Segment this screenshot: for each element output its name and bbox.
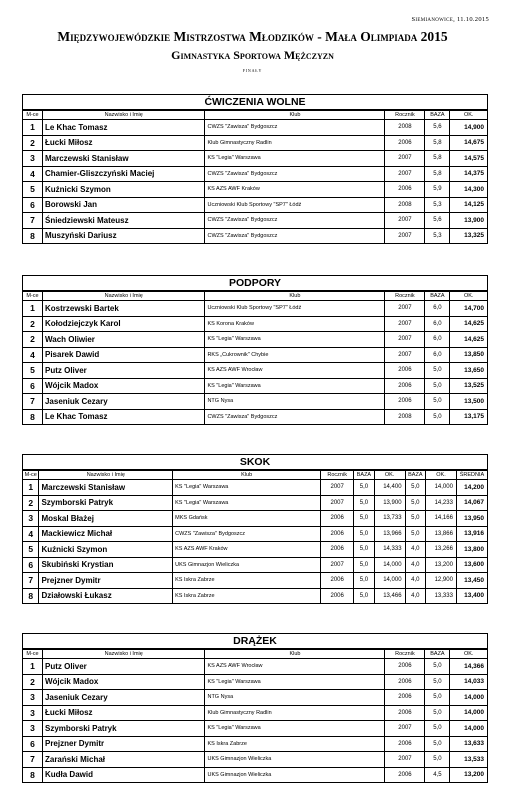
cell-place: 8 — [23, 409, 43, 425]
cell-club: RKS „Cukrownik" Chybie — [205, 347, 385, 363]
table-row — [23, 347, 488, 363]
cell-score: 14,000 — [450, 690, 488, 706]
cell-place: 6 — [23, 378, 43, 394]
cell-athlete-name: Moskal Błażej — [39, 511, 173, 527]
cell-score-1: 14,400 — [374, 480, 405, 496]
cell-base-1: 5,0 — [354, 542, 375, 558]
cell-base: 5,0 — [425, 394, 450, 410]
table-row — [23, 394, 488, 410]
cell-year: 2007 — [385, 213, 425, 229]
cell-score-1: 14,000 — [374, 573, 405, 589]
cell-club: UKS Gimnazjon Wieliczka — [205, 752, 385, 768]
cell-score: 13,633 — [450, 736, 488, 752]
cell-year: 2007 — [385, 228, 425, 244]
cell-base-2: 4,0 — [405, 573, 426, 589]
table-row — [23, 659, 488, 675]
cell-athlete-name: Kudła Dawid — [42, 767, 204, 783]
cell-year: 2006 — [385, 767, 425, 783]
cell-athlete-name: Marczewski Stanisław — [39, 480, 173, 496]
cell-club: KS "Legia" Warszawa — [205, 674, 385, 690]
col-header-year: Rocznik — [385, 291, 425, 301]
cell-athlete-name: Jaseniuk Cezary — [42, 690, 204, 706]
cell-year: 2006 — [385, 182, 425, 198]
col-header-place: M-ce — [23, 291, 43, 301]
table-row — [23, 182, 488, 198]
cell-athlete-name: Zarański Michał — [42, 752, 204, 768]
cell-base-2: 4,0 — [405, 542, 426, 558]
col-header-base: BAZA — [425, 110, 450, 120]
cell-athlete-name: Kuźnicki Szymon — [39, 542, 173, 558]
cell-athlete-name: Kuźnicki Szymon — [42, 182, 204, 198]
table-row — [23, 557, 488, 573]
cell-score-1: 13,900 — [374, 495, 405, 511]
col-header-average: ŚREDNIA — [456, 470, 487, 480]
cell-place: 6 — [23, 736, 43, 752]
cell-year: 2006 — [321, 542, 354, 558]
cell-place: 4 — [23, 166, 43, 182]
cell-place: 7 — [23, 752, 43, 768]
cell-score-1: 13,966 — [374, 526, 405, 542]
cell-place: 2 — [23, 495, 39, 511]
cell-score-2: 13,200 — [426, 557, 457, 573]
cell-year: 2006 — [385, 690, 425, 706]
cell-average: 13,450 — [456, 573, 487, 589]
col-header-club: Klub — [205, 291, 385, 301]
cell-club: Uczniowski Klub Sportowy "SP7" Łódź — [205, 301, 385, 317]
document-subtitle: Gimnastyka Sportowa Mężczyzn — [171, 48, 334, 62]
col-header-club: Klub — [173, 470, 321, 480]
cell-base-1: 5,0 — [354, 588, 375, 604]
cell-club: UKS Gimnazjon Wieliczka — [205, 767, 385, 783]
cell-club: KS "Legia" Warszawa — [205, 721, 385, 737]
cell-base: 5,8 — [425, 151, 450, 167]
cell-year: 2006 — [321, 588, 354, 604]
cell-athlete-name: Działowski Łukasz — [39, 588, 173, 604]
cell-club: Uczniowski Klub Sportowy "SP7" Łódź — [205, 197, 385, 213]
cell-place: 2 — [23, 674, 43, 690]
cell-year: 2006 — [385, 363, 425, 379]
cell-place: 8 — [23, 767, 43, 783]
cell-score: 14,000 — [450, 705, 488, 721]
cell-year: 2007 — [321, 495, 354, 511]
cell-year: 2006 — [321, 511, 354, 527]
cell-average: 14,067 — [456, 495, 487, 511]
cell-score: 14,700 — [450, 301, 488, 317]
cell-club: KS Iskra Zabrze — [173, 588, 321, 604]
cell-place: 5 — [23, 363, 43, 379]
cell-year: 2007 — [321, 557, 354, 573]
cell-base-2: 5,0 — [405, 480, 426, 496]
hbar-results-table — [22, 633, 488, 783]
cell-base-2: 5,0 — [405, 511, 426, 527]
cell-base: 5,0 — [425, 659, 450, 675]
table-row — [23, 721, 488, 737]
cell-score: 13,325 — [450, 228, 488, 244]
cell-athlete-name: Pisarek Dawid — [42, 347, 204, 363]
cell-score: 14,625 — [450, 316, 488, 332]
cell-club: MKS Gdańsk — [173, 511, 321, 527]
cell-base-1: 5,0 — [354, 480, 375, 496]
cell-year: 2006 — [385, 705, 425, 721]
cell-club: KS Iskra Zabrze — [205, 736, 385, 752]
col-header-base-2: BAZA — [405, 470, 426, 480]
table-row — [23, 378, 488, 394]
cell-base: 5,3 — [425, 197, 450, 213]
cell-base: 5,0 — [425, 363, 450, 379]
cell-club: CWZS "Zawisza" Bydgoszcz — [205, 166, 385, 182]
cell-athlete-name: Łucki Miłosz — [42, 705, 204, 721]
cell-athlete-name: Putz Oliver — [42, 659, 204, 675]
col-header-base: BAZA — [425, 649, 450, 659]
cell-base-1: 5,0 — [354, 573, 375, 589]
cell-base: 5,0 — [425, 409, 450, 425]
cell-place: 6 — [23, 557, 39, 573]
col-header-place: M-ce — [23, 649, 43, 659]
table-row — [23, 588, 488, 604]
cell-base-2: 5,0 — [405, 495, 426, 511]
cell-athlete-name: Muszyński Dariusz — [42, 228, 204, 244]
cell-year: 2007 — [385, 166, 425, 182]
cell-club: CWZS "Zawisza" Bydgoszcz — [173, 526, 321, 542]
col-header-club: Klub — [205, 649, 385, 659]
cell-club: KS Korona Kraków — [205, 316, 385, 332]
cell-score: 13,850 — [450, 347, 488, 363]
cell-average: 13,950 — [456, 511, 487, 527]
cell-club: NTG Nysa — [205, 394, 385, 410]
cell-base: 5,0 — [425, 721, 450, 737]
table-row — [23, 573, 488, 589]
cell-club: Klub Gimnastyczny Radlin — [205, 135, 385, 151]
cell-place: 4 — [23, 526, 39, 542]
cell-score: 14,125 — [450, 197, 488, 213]
cell-year: 2006 — [321, 526, 354, 542]
cell-year: 2007 — [385, 347, 425, 363]
cell-club: NTG Nysa — [205, 690, 385, 706]
cell-athlete-name: Prejzner Dymitr — [39, 573, 173, 589]
cell-athlete-name: Chamier-Gliszczyński Maciej — [42, 166, 204, 182]
cell-base: 5,6 — [425, 213, 450, 229]
cell-base-1: 5,0 — [354, 511, 375, 527]
table-row — [23, 409, 488, 425]
table-row — [23, 228, 488, 244]
cell-average: 13,600 — [456, 557, 487, 573]
cell-base: 5,3 — [425, 228, 450, 244]
cell-athlete-name: Kołodziejczyk Karol — [42, 316, 204, 332]
cell-club: KS "Legia" Warszawa — [205, 151, 385, 167]
cell-year: 2007 — [385, 151, 425, 167]
document-title: Międzywojewódzkie Mistrzostwa Młodzików - Mała Olimpiada 2015 — [57, 29, 448, 44]
cell-base-1: 5,0 — [354, 557, 375, 573]
cell-athlete-name: Kostrzewski Bartek — [42, 301, 204, 317]
cell-score: 13,650 — [450, 363, 488, 379]
cell-place: 4 — [23, 347, 43, 363]
cell-base: 6,0 — [425, 347, 450, 363]
cell-athlete-name: Łucki Miłosz — [42, 135, 204, 151]
table-title: ĆWICZENIA WOLNE — [23, 95, 488, 111]
cell-athlete-name: Skubiński Krystian — [39, 557, 173, 573]
col-header-place: M-ce — [23, 110, 43, 120]
cell-base: 5,8 — [425, 166, 450, 182]
table-row — [23, 151, 488, 167]
cell-year: 2006 — [385, 135, 425, 151]
cell-base: 5,0 — [425, 705, 450, 721]
col-header-year: Rocznik — [385, 649, 425, 659]
cell-place: 3 — [23, 721, 43, 737]
table-row — [23, 690, 488, 706]
cell-athlete-name: Mackiewicz Michał — [39, 526, 173, 542]
table-row — [23, 767, 488, 783]
cell-score: 14,375 — [450, 166, 488, 182]
cell-base: 5,6 — [425, 120, 450, 136]
col-header-base: BAZA — [425, 291, 450, 301]
cell-club: KS "Legia" Warszawa — [205, 378, 385, 394]
cell-year: 2006 — [385, 674, 425, 690]
cell-club: CWZS "Zawisza" Bydgoszcz — [205, 228, 385, 244]
table-row — [23, 511, 488, 527]
table-title: SKOK — [23, 455, 488, 471]
event-date: Siemianowice, 11.10.2015 — [411, 16, 489, 23]
cell-year: 2007 — [385, 721, 425, 737]
cell-score-1: 13,733 — [374, 511, 405, 527]
cell-score-2: 13,266 — [426, 542, 457, 558]
col-header-name: Nazwisko i Imię — [42, 291, 204, 301]
cell-place: 5 — [23, 542, 39, 558]
cell-year: 2006 — [321, 573, 354, 589]
cell-athlete-name: Jaseniuk Cezary — [42, 394, 204, 410]
col-header-year: Rocznik — [321, 470, 354, 480]
cell-place: 3 — [23, 151, 43, 167]
cell-score-2: 14,233 — [426, 495, 457, 511]
table-row — [23, 363, 488, 379]
cell-score-2: 13,333 — [426, 588, 457, 604]
stage-label: finały — [242, 68, 263, 74]
cell-year: 2006 — [385, 394, 425, 410]
col-header-base-1: BAZA — [354, 470, 375, 480]
cell-place: 7 — [23, 213, 43, 229]
cell-base: 5,9 — [425, 182, 450, 198]
cell-score: 14,000 — [450, 721, 488, 737]
cell-club: CWZS "Zawisza" Bydgoszcz — [205, 120, 385, 136]
col-header-place: M-ce — [23, 470, 39, 480]
table-row — [23, 166, 488, 182]
cell-score-1: 14,000 — [374, 557, 405, 573]
cell-score: 13,533 — [450, 752, 488, 768]
floor-results-table — [22, 94, 488, 244]
cell-place: 5 — [23, 182, 43, 198]
cell-place: 1 — [23, 480, 39, 496]
cell-base: 6,0 — [425, 316, 450, 332]
cell-base-1: 5,0 — [354, 526, 375, 542]
cell-score-2: 13,866 — [426, 526, 457, 542]
cell-base: 4,5 — [425, 767, 450, 783]
cell-year: 2008 — [385, 120, 425, 136]
cell-place: 1 — [23, 659, 43, 675]
pommel-results-table — [22, 275, 488, 425]
cell-place: 3 — [23, 511, 39, 527]
cell-score: 13,200 — [450, 767, 488, 783]
col-header-score: OK. — [450, 110, 488, 120]
col-header-name: Nazwisko i Imię — [42, 649, 204, 659]
cell-athlete-name: Śniedziewski Mateusz — [42, 213, 204, 229]
cell-score-1: 13,466 — [374, 588, 405, 604]
cell-athlete-name: Szymborski Patryk — [39, 495, 173, 511]
cell-base-2: 5,0 — [405, 526, 426, 542]
cell-place: 7 — [23, 573, 39, 589]
cell-club: KS AZS AWF Wrocław — [205, 363, 385, 379]
cell-score-2: 14,000 — [426, 480, 457, 496]
table-title: PODPORY — [23, 276, 488, 292]
cell-year: 2007 — [385, 316, 425, 332]
cell-place: 2 — [23, 316, 43, 332]
cell-place: 1 — [23, 301, 43, 317]
cell-place: 3 — [23, 690, 43, 706]
cell-score: 14,300 — [450, 182, 488, 198]
col-header-year: Rocznik — [385, 110, 425, 120]
col-header-name: Nazwisko i Imię — [39, 470, 173, 480]
table-row — [23, 120, 488, 136]
cell-base-2: 4,0 — [405, 588, 426, 604]
cell-base: 5,0 — [425, 736, 450, 752]
cell-score: 14,366 — [450, 659, 488, 675]
cell-score: 14,900 — [450, 120, 488, 136]
table-row — [23, 197, 488, 213]
cell-score: 13,900 — [450, 213, 488, 229]
cell-score: 14,625 — [450, 332, 488, 348]
cell-year: 2006 — [385, 378, 425, 394]
table-row — [23, 736, 488, 752]
cell-score: 14,575 — [450, 151, 488, 167]
cell-athlete-name: Szymborski Patryk — [42, 721, 204, 737]
table-title: DRĄŻEK — [23, 634, 488, 650]
cell-place: 8 — [23, 228, 43, 244]
table-row — [23, 332, 488, 348]
cell-year: 2008 — [385, 197, 425, 213]
table-row — [23, 316, 488, 332]
cell-place: 7 — [23, 394, 43, 410]
cell-club: KS "Legia" Warszawa — [205, 332, 385, 348]
cell-base-1: 5,0 — [354, 495, 375, 511]
cell-year: 2008 — [385, 409, 425, 425]
cell-score: 13,175 — [450, 409, 488, 425]
cell-score-2: 12,900 — [426, 573, 457, 589]
cell-score-2: 14,166 — [426, 511, 457, 527]
col-header-score: OK. — [450, 649, 488, 659]
cell-club: CWZS "Zawisza" Bydgoszcz — [205, 409, 385, 425]
table-row — [23, 752, 488, 768]
table-row — [23, 495, 488, 511]
table-row — [23, 674, 488, 690]
cell-average: 13,916 — [456, 526, 487, 542]
cell-club: CWZS "Zawisza" Bydgoszcz — [205, 213, 385, 229]
cell-place: 8 — [23, 588, 39, 604]
cell-club: Klub Gimnastyczny Radlin — [205, 705, 385, 721]
vault-results-table — [22, 454, 488, 604]
cell-year: 2007 — [385, 301, 425, 317]
col-header-name: Nazwisko i Imię — [42, 110, 204, 120]
table-row — [23, 135, 488, 151]
cell-club: KS "Legia" Warszawa — [173, 480, 321, 496]
table-row — [23, 705, 488, 721]
col-header-score-2: OK. — [426, 470, 457, 480]
cell-place: 6 — [23, 197, 43, 213]
cell-place: 2 — [23, 135, 43, 151]
cell-score: 13,525 — [450, 378, 488, 394]
cell-athlete-name: Le Khac Tomasz — [42, 409, 204, 425]
cell-year: 2006 — [385, 736, 425, 752]
cell-base: 5,0 — [425, 690, 450, 706]
cell-base-2: 4,0 — [405, 557, 426, 573]
cell-athlete-name: Le Khac Tomasz — [42, 120, 204, 136]
cell-base: 6,0 — [425, 301, 450, 317]
cell-club: KS AZS AWF Wrocław — [205, 659, 385, 675]
cell-base: 5,8 — [425, 135, 450, 151]
cell-base: 6,0 — [425, 332, 450, 348]
cell-athlete-name: Wójcik Madox — [42, 674, 204, 690]
table-row — [23, 542, 488, 558]
cell-place: 1 — [23, 120, 43, 136]
col-header-score-1: OK. — [374, 470, 405, 480]
cell-athlete-name: Putz Oliver — [42, 363, 204, 379]
cell-score: 13,500 — [450, 394, 488, 410]
cell-score: 14,675 — [450, 135, 488, 151]
cell-base: 5,0 — [425, 752, 450, 768]
cell-year: 2007 — [385, 752, 425, 768]
cell-athlete-name: Marczewski Stanisław — [42, 151, 204, 167]
cell-place: 3 — [23, 705, 43, 721]
cell-average: 13,400 — [456, 588, 487, 604]
cell-athlete-name: Prejzner Dymitr — [42, 736, 204, 752]
cell-average: 13,800 — [456, 542, 487, 558]
table-row — [23, 213, 488, 229]
cell-year: 2007 — [321, 480, 354, 496]
cell-year: 2006 — [385, 659, 425, 675]
cell-club: UKS Gimnazjon Wieliczka — [173, 557, 321, 573]
table-row — [23, 526, 488, 542]
col-header-club: Klub — [205, 110, 385, 120]
cell-athlete-name: Wójcik Madox — [42, 378, 204, 394]
table-row — [23, 301, 488, 317]
cell-place: 2 — [23, 332, 43, 348]
cell-club: KS "Legia" Warszawa — [173, 495, 321, 511]
cell-score: 14,033 — [450, 674, 488, 690]
cell-year: 2007 — [385, 332, 425, 348]
cell-base: 5,0 — [425, 378, 450, 394]
cell-club: KS Iskra Zabrze — [173, 573, 321, 589]
cell-athlete-name: Borowski Jan — [42, 197, 204, 213]
cell-athlete-name: Wach Oliwier — [42, 332, 204, 348]
cell-club: KS AZS AWF Kraków — [173, 542, 321, 558]
table-row — [23, 480, 488, 496]
cell-base: 5,0 — [425, 674, 450, 690]
cell-club: KS AZS AWF Kraków — [205, 182, 385, 198]
col-header-score: OK. — [450, 291, 488, 301]
cell-score-1: 14,333 — [374, 542, 405, 558]
cell-average: 14,200 — [456, 480, 487, 496]
